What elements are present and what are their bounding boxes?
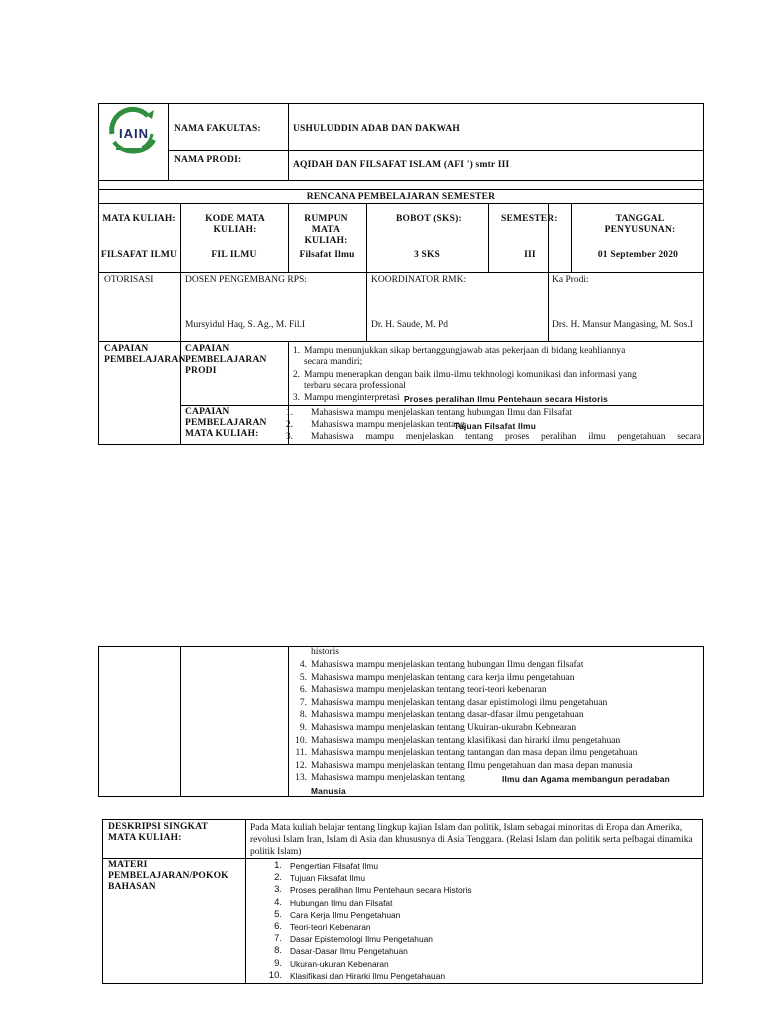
materi-label: MATERI PEMBELAJARAN/POKOK BAHASAN xyxy=(108,860,229,892)
list-number: 1. xyxy=(274,860,282,871)
list-number: 7. xyxy=(299,697,307,708)
list-item: Mahasiswa mampu menjelaskan tentang proses peralihan ilmu pengetahuan secara xyxy=(311,432,701,442)
list-item: Mahasiswa mampu menjelaskan tentang Ukuiran-ukurabn Kebnearan xyxy=(311,723,577,733)
materi-item: Dasar Epistemologi Ilmu Pengetahuan xyxy=(290,934,433,945)
semester-label: SEMESTER: xyxy=(501,214,558,224)
iain-logo xyxy=(102,104,164,158)
capaian-label: CAPAIAN PEMBELAJARAN xyxy=(104,344,186,365)
list-item: Mahasiswa mampu menjelaskan tentang klasifikasi dan hirarki ilmu pengetahuan xyxy=(311,735,621,746)
materi-item: Cara Kerja Ilmu Pengetahuan xyxy=(290,909,401,920)
list-item: Mampu menunjukkan sikap bertanggungjawab atas pekerjaan di bidang keahliannya xyxy=(304,346,626,356)
list-number: 10. xyxy=(268,969,282,981)
bobot-label: BOBOT (SKS): xyxy=(396,214,462,224)
divider xyxy=(288,203,289,272)
list-number: 9. xyxy=(274,957,282,969)
list-number: 5. xyxy=(299,672,307,683)
rumpun-label: RUMPUN MATA KULIAH: xyxy=(304,214,348,246)
kaprodi-label: Ka Prodi: xyxy=(552,275,589,285)
list-item: Mahasiswa mampu menjelaskan tentang tantangan dan masa depan ilmu pengetahuan xyxy=(311,748,638,759)
list-item: Mahasiswa mampu menjelaskan tentang dasar epistimologi ilmu pengetahuan xyxy=(311,697,608,708)
divider xyxy=(488,203,489,272)
list-number: 13. xyxy=(295,773,307,783)
dosen-label: DOSEN PENGEMBANG RPS: xyxy=(185,275,307,285)
divider xyxy=(288,103,289,180)
kode-value: FIL ILMU xyxy=(211,250,257,260)
divider xyxy=(180,203,181,445)
materi-item: Dasar-Dasar Ilmu Pengetahuan xyxy=(290,946,408,957)
deskripsi-text: Pada Mata kuliah belajar tentang lingkup kajian Islam dan politik, Islam sebagai minoritas di Eropa dan Amerika, revolusi Islam Iran, Islam di Asia dan khususnya di Asia Tenggara. (Relasi Islam dan politik serta pelbagai dinamika politik Islam) xyxy=(250,823,693,857)
divider xyxy=(168,103,169,180)
prodi-value: AQIDAH DAN FILSAFAT ISLAM (AFI ') smtr III xyxy=(293,160,510,170)
list-number: 3. xyxy=(292,393,300,403)
divider xyxy=(98,189,704,190)
list-item-cont: terbaru secara professional xyxy=(304,381,406,391)
list-number: 8. xyxy=(299,710,307,721)
kode-label: KODE MATA KULIAH: xyxy=(205,214,265,235)
list-item-extra: Tujuan Filsafat Ilmu xyxy=(454,421,537,431)
tanggal-value: 01 September 2020 xyxy=(597,250,679,260)
list-number: 9. xyxy=(299,723,307,733)
divider xyxy=(366,203,367,341)
divider xyxy=(98,341,704,342)
divider xyxy=(98,203,704,204)
divider xyxy=(245,819,246,984)
list-item: Mahasiswa mampu menjelaskan tentang dasar-dfasar ilmu pengetahuan xyxy=(311,710,584,721)
dosen-value: Mursyidul Haq, S. Ag., M. Fil.I xyxy=(185,320,306,330)
list-number: 4. xyxy=(299,660,307,670)
materi-item: Tujuan Fiksafat Ilmu xyxy=(290,873,366,884)
divider xyxy=(180,405,704,406)
koordinator-value: Dr. H. Saude, M. Pd xyxy=(371,320,449,330)
rumpun-value: Filsafat Ilmu xyxy=(299,250,355,260)
list-number: 2. xyxy=(274,872,282,884)
fakultas-value: USHULUDDIN ADAB DAN DAKWAH xyxy=(293,124,460,134)
divider xyxy=(98,272,704,273)
list-item: Mahasiswa mampu menjelaskan tentang cara kerja ilmu pengetahuan xyxy=(311,672,575,683)
list-item: Mahasiswa mampu menjelaskan tentang xyxy=(311,773,465,783)
materi-item: Hubungan Ilmu dan Filsafat xyxy=(290,897,393,908)
list-number: 12. xyxy=(295,760,307,771)
list-number: 3. xyxy=(285,432,293,442)
list-item-extra: Proses peralihan Ilmu Pentehaun secara Historis xyxy=(404,394,608,404)
deskripsi-label: DESKRIPSI SINGKAT MATA KULIAH: xyxy=(108,822,208,843)
list-item: Mahasiswa mampu menjelaskan tentang Ilmu pengetahuan dan masa depan manusia xyxy=(311,760,633,771)
list-item: Mampu menerapkan dengan baik ilmu-ilmu tekhnologi komunikasi dan informasi yang xyxy=(304,370,637,380)
fakultas-label: NAMA FAKULTAS: xyxy=(174,124,261,134)
divider xyxy=(288,646,289,797)
document-title: RENCANA PEMBELAJARAN SEMESTER xyxy=(306,192,496,202)
list-item: Mahasiswa mampu menjelaskan tentang xyxy=(311,420,465,430)
materi-item: Ukuran-ukuran Kebenaran xyxy=(290,958,389,969)
tanggal-label: TANGGAL PENYUSUNAN: xyxy=(604,214,676,235)
bobot-value: 3 SKS xyxy=(413,250,441,260)
list-number: 2. xyxy=(292,370,300,380)
materi-item: Klasifikasi dan Hirarki Ilmu Pengetahauan xyxy=(290,970,446,981)
divider xyxy=(98,180,704,181)
kaprodi-value: Drs. H. Mansur Mangasing, M. Sos.I xyxy=(552,320,693,330)
materi-item: Proses peralihan Ilmu Pentehaun secara Historis xyxy=(290,885,472,896)
list-item-extra-cont: Manusia xyxy=(311,786,346,796)
list-item: Mampu menginterpretasi xyxy=(304,393,400,403)
list-number: 6. xyxy=(299,685,307,696)
list-number: 8. xyxy=(274,945,282,957)
list-item: Mahasiswa mampu menjelaskan tentang hubungan Ilmu dan Filsafat xyxy=(311,408,572,418)
list-number: 2. xyxy=(285,420,293,430)
materi-item: Teori-teori Kebenaran xyxy=(290,922,371,932)
list-item-extra: Ilmu dan Agama membangun peradaban xyxy=(502,774,670,784)
list-number: 4. xyxy=(274,896,282,908)
divider xyxy=(571,203,572,272)
otorisasi-label: OTORISASI xyxy=(104,275,154,285)
list-number: 10. xyxy=(295,735,307,746)
list-item-cont: secara mandiri; xyxy=(304,357,363,367)
list-item: Mahasiswa mampu menjelaskan tentang teori-teori kebenaran xyxy=(311,685,547,696)
capaian-mk-label: CAPAIAN PEMBELAJARAN MATA KULIAH: xyxy=(185,407,267,439)
list-number: 6. xyxy=(274,921,282,932)
logo-text: IAIN xyxy=(119,126,149,141)
capaian-prodi-label: CAPAIAN PEMBELAJARAN PRODI xyxy=(185,344,267,376)
list-number: 1. xyxy=(285,408,293,418)
list-number: 5. xyxy=(274,908,282,920)
divider xyxy=(180,646,181,797)
mata-kuliah-label: MATA KULIAH: xyxy=(102,214,176,224)
list-number: 11. xyxy=(295,748,307,759)
divider xyxy=(102,858,703,859)
list-item-cont: historis xyxy=(311,647,339,657)
list-number: 3. xyxy=(274,884,282,896)
list-number: 1. xyxy=(292,346,300,356)
list-number: 7. xyxy=(274,933,282,945)
mata-kuliah-value: FILSAFAT ILMU xyxy=(100,250,178,260)
koordinator-label: KOORDINATOR RMK: xyxy=(371,275,467,285)
divider xyxy=(168,150,704,151)
prodi-label: NAMA PRODI: xyxy=(174,155,242,165)
semester-value: III xyxy=(524,250,536,260)
list-item: Mahasiswa mampu menjelaskan tentang hubungan Ilmu dengan filsafat xyxy=(311,660,584,670)
materi-item: Pengertian Filsafat Ilmu xyxy=(290,861,378,871)
